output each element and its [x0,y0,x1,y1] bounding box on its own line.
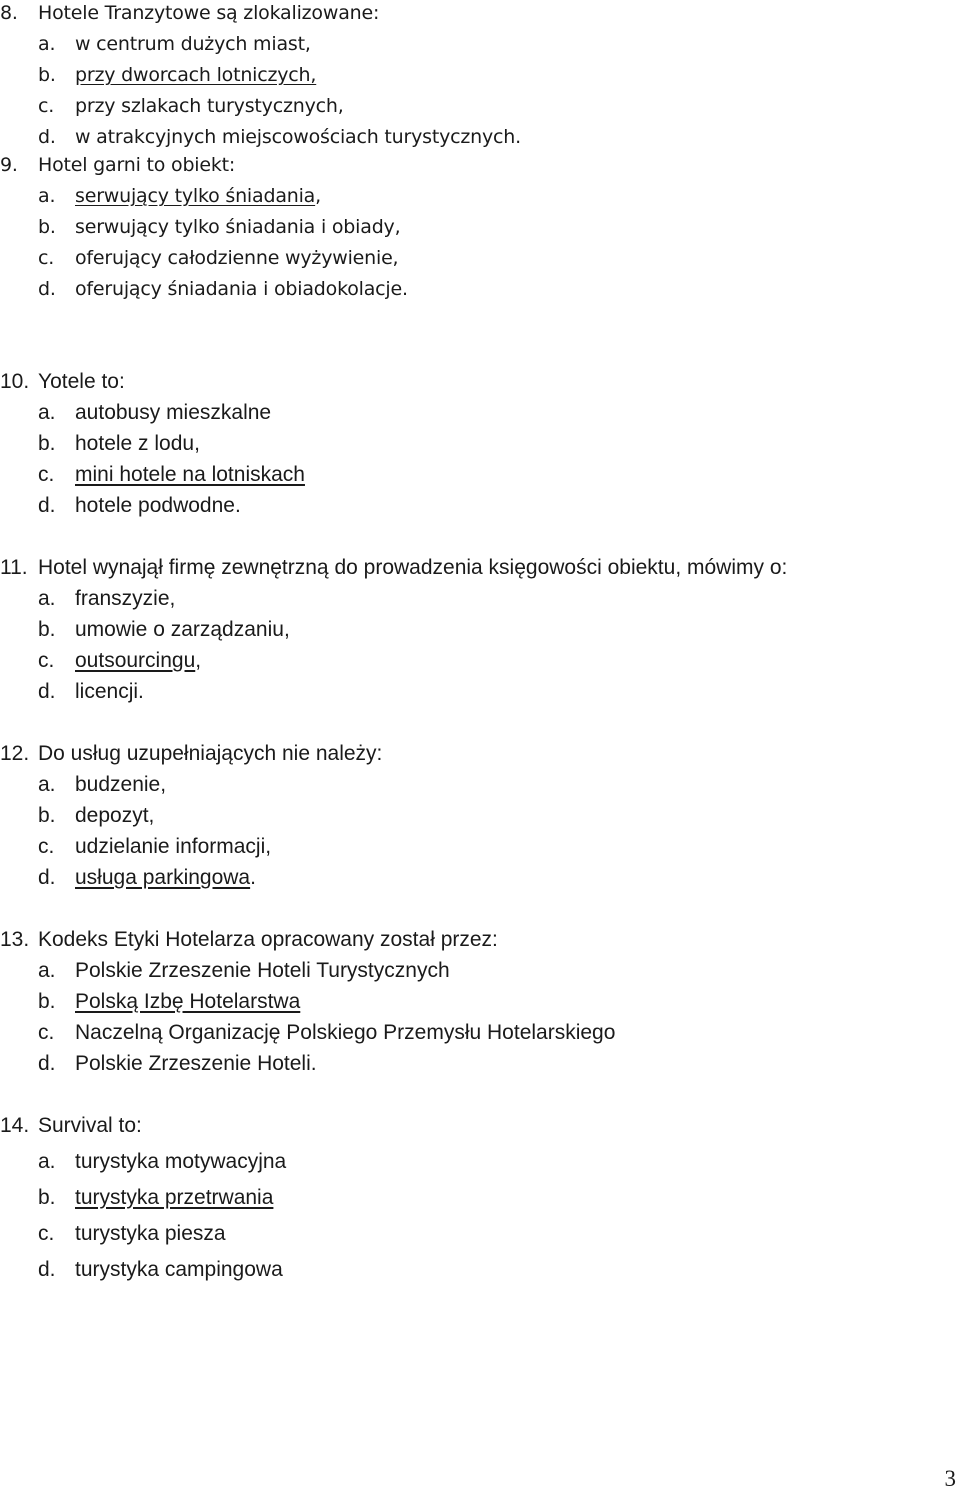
question-number: 10. [0,370,30,393]
question-text: Hotel garni to obiekt: [38,154,236,176]
option-a [0,183,960,214]
option-text [75,400,271,426]
option-text [75,772,166,798]
option-d [0,1051,960,1082]
option-text [75,214,400,240]
option-text [75,1185,273,1211]
option-b [0,1185,960,1221]
option-label: oferujący śniadania i obiadokolacje. [75,278,408,300]
option-text [75,493,241,519]
option-c [0,1221,960,1257]
option-b [0,214,960,245]
option-label: w centrum dużych miast, [75,33,311,55]
option-letter: c. [38,463,55,486]
option-text [75,1051,317,1077]
option-b [0,803,960,834]
option-text [75,431,200,457]
option-text [75,958,450,984]
option-letter: a. [38,33,56,55]
option-c [0,648,960,679]
option-letter: c. [38,1021,55,1044]
question-12-header [0,741,960,772]
option-text [75,679,144,705]
option-letter: d. [38,866,56,889]
option-label: licencji. [75,680,144,703]
option-letter: c. [38,835,55,858]
option-suffix: . [250,866,256,889]
correct-answer-label: przy dworcach lotniczych, [75,64,317,86]
option-text [75,245,398,271]
question-text: Hotel wynajął firmę zewnętrzną do prowadzenia księgowości obiektu, mówimy o: [38,556,788,579]
option-c [0,1020,960,1051]
option-letter: b. [38,1186,56,1209]
option-text [75,462,305,488]
option-letter: d. [38,494,56,517]
option-label: depozyt, [75,804,155,827]
option-a [0,958,960,989]
option-letter: b. [38,216,56,238]
option-b [0,617,960,648]
option-letter: a. [38,1150,56,1173]
option-letter: b. [38,432,56,455]
question-number: 11. [0,556,28,579]
option-letter: d. [38,1052,56,1075]
option-text [75,276,408,302]
option-text [75,1257,283,1283]
option-text [75,989,300,1015]
option-text [75,1020,615,1046]
correct-answer-label: serwujący tylko śniadania [75,185,316,207]
option-text [75,1149,286,1175]
page-number: 3 [944,1466,956,1491]
option-a [0,400,960,431]
option-label: przy szlakach turystycznych, [75,95,344,117]
option-letter: d. [38,126,56,148]
option-label: turystyka campingowa [75,1258,283,1281]
question-14 [0,1113,960,1293]
question-8-header [0,0,960,31]
option-c [0,245,960,276]
option-label: turystyka motywacyjna [75,1150,287,1173]
question-number: 13. [0,928,30,951]
option-label: hotele z lodu, [75,432,200,455]
option-b [0,431,960,462]
option-label: Naczelną Organizację Polskiego Przemysłu Hotelarskiego [75,1021,616,1044]
option-a [0,586,960,617]
question-text: Hotele Tranzytowe są zlokalizowane: [38,2,380,24]
question-number: 12. [0,742,30,765]
option-letter: b. [38,618,56,641]
option-text [75,1221,226,1247]
question-number: 14. [0,1114,30,1137]
option-label: umowie o zarządzaniu, [75,618,290,641]
option-letter: c. [38,247,55,269]
question-9 [0,152,960,307]
option-d [0,679,960,710]
option-d [0,865,960,896]
option-label: serwujący tylko śniadania i obiady, [75,216,401,238]
correct-answer-label: outsourcingu [75,649,196,672]
option-text [75,617,290,643]
option-letter: c. [38,1222,55,1245]
question-12 [0,741,960,896]
question-8 [0,0,960,155]
option-label: autobusy mieszkalne [75,401,272,424]
question-14-header [0,1113,960,1149]
question-10 [0,369,960,524]
option-suffix: , [195,649,202,672]
option-c [0,834,960,865]
correct-answer-label: Polską Izbę Hotelarstwa [75,990,301,1013]
question-11-header [0,555,960,586]
correct-answer-label: mini hotele na lotniskach [75,463,305,486]
option-d [0,124,960,155]
option-text [75,93,344,119]
option-suffix: , [315,185,321,207]
option-d [0,276,960,307]
correct-answer-label: usługa parkingowa [75,866,251,889]
question-text: Yotele to: [38,370,125,393]
option-text [75,586,175,612]
option-letter: a. [38,959,56,982]
option-text [75,124,521,150]
question-text: Kodeks Etyki Hotelarza opracowany został przez: [38,928,498,951]
option-text [75,183,321,209]
option-text [75,62,316,88]
option-label: turystyka piesza [75,1222,226,1245]
option-c [0,462,960,493]
option-letter: b. [38,990,56,1013]
option-letter: a. [38,587,56,610]
question-13 [0,927,960,1082]
option-label: Polskie Zrzeszenie Hoteli. [75,1052,317,1075]
option-a [0,31,960,62]
question-13-header [0,927,960,958]
option-label: budzenie, [75,773,167,796]
question-9-header [0,152,960,183]
question-number: 9. [0,154,18,176]
option-letter: b. [38,804,56,827]
question-10-header [0,369,960,400]
option-letter: d. [38,1258,56,1281]
option-b [0,62,960,93]
question-text: Do usług uzupełniających nie należy: [38,742,383,765]
option-label: udzielanie informacji, [75,835,272,858]
option-letter: c. [38,649,55,672]
question-text: Survival to: [38,1114,142,1137]
option-letter: c. [38,95,55,117]
option-d [0,1257,960,1293]
option-label: franszyzie, [75,587,176,610]
option-letter: a. [38,773,56,796]
option-b [0,989,960,1020]
correct-answer-label: turystyka przetrwania [75,1186,274,1209]
option-label: oferujący całodzienne wyżywienie, [75,247,399,269]
option-label: Polskie Zrzeszenie Hoteli Turystycznych [75,959,450,982]
option-a [0,1149,960,1185]
option-label: w atrakcyjnych miejscowościach turystycznych. [75,126,521,148]
option-a [0,772,960,803]
option-text [75,803,154,829]
option-letter: a. [38,401,56,424]
option-letter: b. [38,64,56,86]
option-letter: a. [38,185,56,207]
option-letter: d. [38,278,56,300]
question-number: 8. [0,2,18,24]
option-c [0,93,960,124]
option-text [75,31,311,57]
option-text [75,648,201,674]
option-text [75,865,256,891]
option-text [75,834,271,860]
option-label: hotele podwodne. [75,494,241,517]
option-d [0,493,960,524]
question-11 [0,555,960,710]
option-letter: d. [38,680,56,703]
